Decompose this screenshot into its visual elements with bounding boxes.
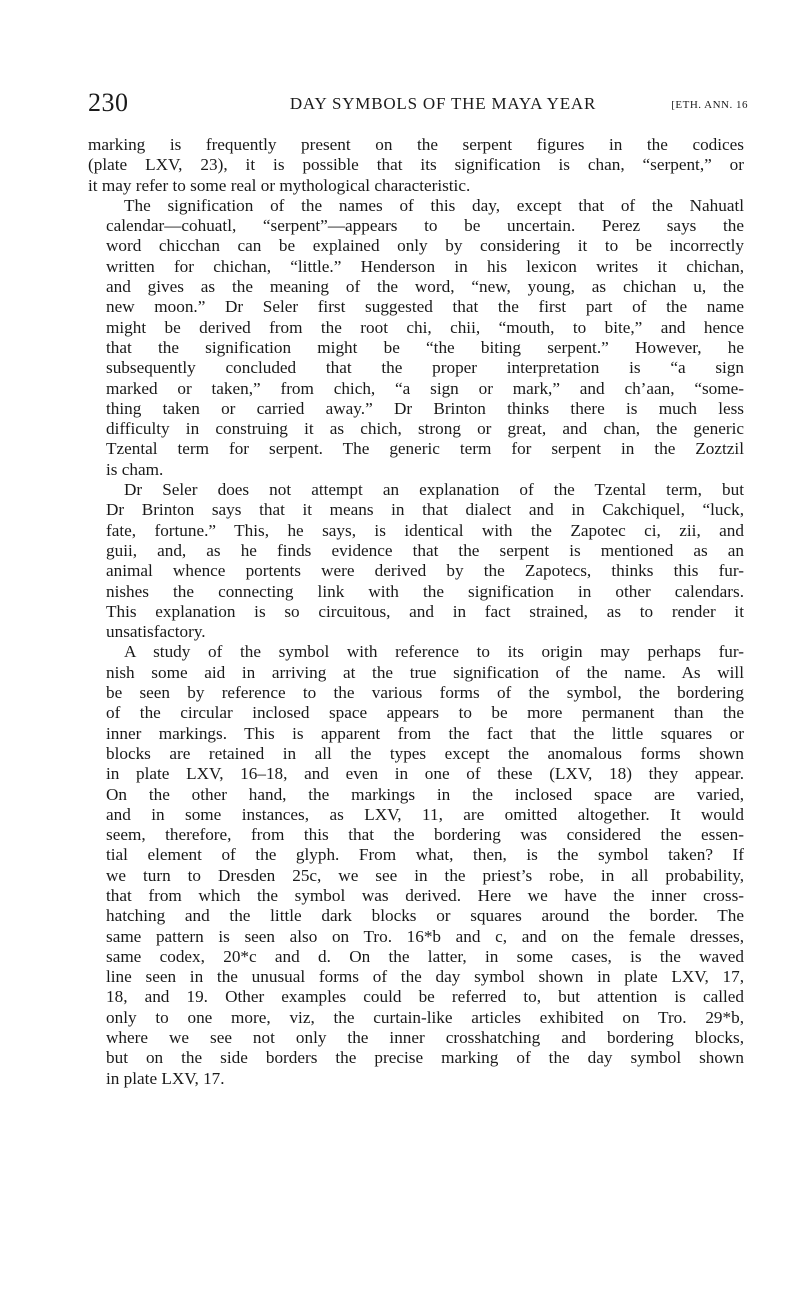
text-line: fate, fortune.” This, he says, is identical with the Zapotec ci, zii, and [106,520,744,540]
text-line: where we see not only the inner crosshatching and bordering blocks, [106,1028,744,1048]
running-head [88,86,748,120]
text-line: word chicchan can be explained only by considering it to be incorrectly [106,236,744,256]
text-line: On the other hand, the markings in the inclosed space are varied, [106,784,744,804]
text-line: marking is frequently present on the serpent figures in the codices [88,135,744,154]
text-line: and gives as the meaning of the word, “new, young, as chichan u, the [106,277,744,297]
text-line: in plate LXV, 17. [106,1068,225,1088]
text-line: same codex, 20*c and d. On the latter, in some cases, is the waved [106,946,744,966]
text-line: difficulty in construing it as chich, strong or great, and chan, the generic [106,419,744,439]
text-line: 18, and 19. Other examples could be referred to, but attention is called [106,987,744,1007]
running-reference: [ETH. ANN. 16 [671,99,748,111]
text-line: unsatisfactory. [106,622,206,642]
text-line: be seen by reference to the various forms of the symbol, the bordering [106,683,744,703]
text-line: blocks are retained in all the types except the anomalous forms shown [106,743,744,763]
text-line: same pattern is seen also on Tro. 16*b and c, and on the female dresses, [106,926,744,946]
text-line: nish some aid in arriving at the true signification of the name. As will [106,662,744,682]
text-line: it may refer to some real or mythological characteristic. [88,175,471,195]
text-line: only to one more, viz, the curtain-like articles exhibited on Tro. 29*b, [106,1007,744,1027]
text-line: and in some instances, as LXV, 11, are omitted altogether. It would [106,804,744,824]
text-line: The signification of the names of this day, except that of the Nahuatl [124,195,744,215]
text-line: tial element of the glyph. From what, then, is the symbol taken? If [106,845,744,865]
text-line: is cham. [106,459,164,479]
text-line: This explanation is so circuitous, and in fact strained, as to render it [106,601,744,621]
text-line: we turn to Dresden 25c, we see in the priest’s robe, in all probability, [106,865,744,885]
text-line: written for chichan, “little.” Henderson in his lexicon writes it chichan, [106,256,744,276]
text-line: subsequently concluded that the proper interpretation is “a sign [106,358,744,378]
paragraph [88,196,744,480]
text-line: Dr Seler does not attempt an explanation of the Tzental term, but [124,480,744,500]
text-line: but on the side borders the precise marking of the day symbol shown [106,1048,744,1068]
paragraph [88,642,744,1089]
text-line: thing taken or carried away.” Dr Brinton thinks there is much less [106,398,744,418]
body-text [88,135,744,1089]
running-title: DAY SYMBOLS OF THE MAYA YEAR [289,94,597,113]
text-line: guii, and, as he finds evidence that the serpent is mentioned as an [106,540,744,560]
text-line: new moon.” Dr Seler first suggested that the first part of the name [106,297,744,317]
text-line: A study of the symbol with reference to its origin may perhaps fur- [124,642,744,662]
text-line: hatching and the little dark blocks or squares around the border. The [106,906,744,926]
text-line: calendar—cohuatl, “serpent”—appears to be uncertain. Perez says the [106,216,744,236]
paragraph [88,135,744,196]
text-line: that the signification might be “the biting serpent.” However, he [106,337,744,357]
text-line: (plate LXV, 23), it is possible that its signification is chan, “serpent,” or [88,155,744,175]
text-line: Tzental term for serpent. The generic term for serpent in the Zoztzil [106,439,744,459]
paragraph [88,480,744,642]
text-line: might be derived from the root chi, chii, “mouth, to bite,” and hence [106,317,744,337]
text-line: inner markings. This is apparent from the fact that the little squares or [106,723,744,743]
text-line: animal whence portents were derived by the Zapotecs, thinks this fur- [106,561,744,581]
text-line: marked or taken,” from chich, “a sign or mark,” and ch’aan, “some- [106,378,744,398]
page-number: 230 [88,88,129,117]
text-line: nishes the connecting link with the signification in other calendars. [106,581,744,601]
text-line: line seen in the unusual forms of the day symbol shown in plate LXV, 17, [106,967,744,987]
text-line: Dr Brinton says that it means in that dialect and in Cakchiquel, “luck, [106,500,744,520]
text-line: of the circular inclosed space appears to be more permanent than the [106,703,744,723]
text-line: that from which the symbol was derived. Here we have the inner cross- [106,885,744,905]
text-line: seem, therefore, from this that the bordering was considered the essen- [106,825,744,845]
text-line: in plate LXV, 16–18, and even in one of these (LXV, 18) they appear. [106,764,744,784]
